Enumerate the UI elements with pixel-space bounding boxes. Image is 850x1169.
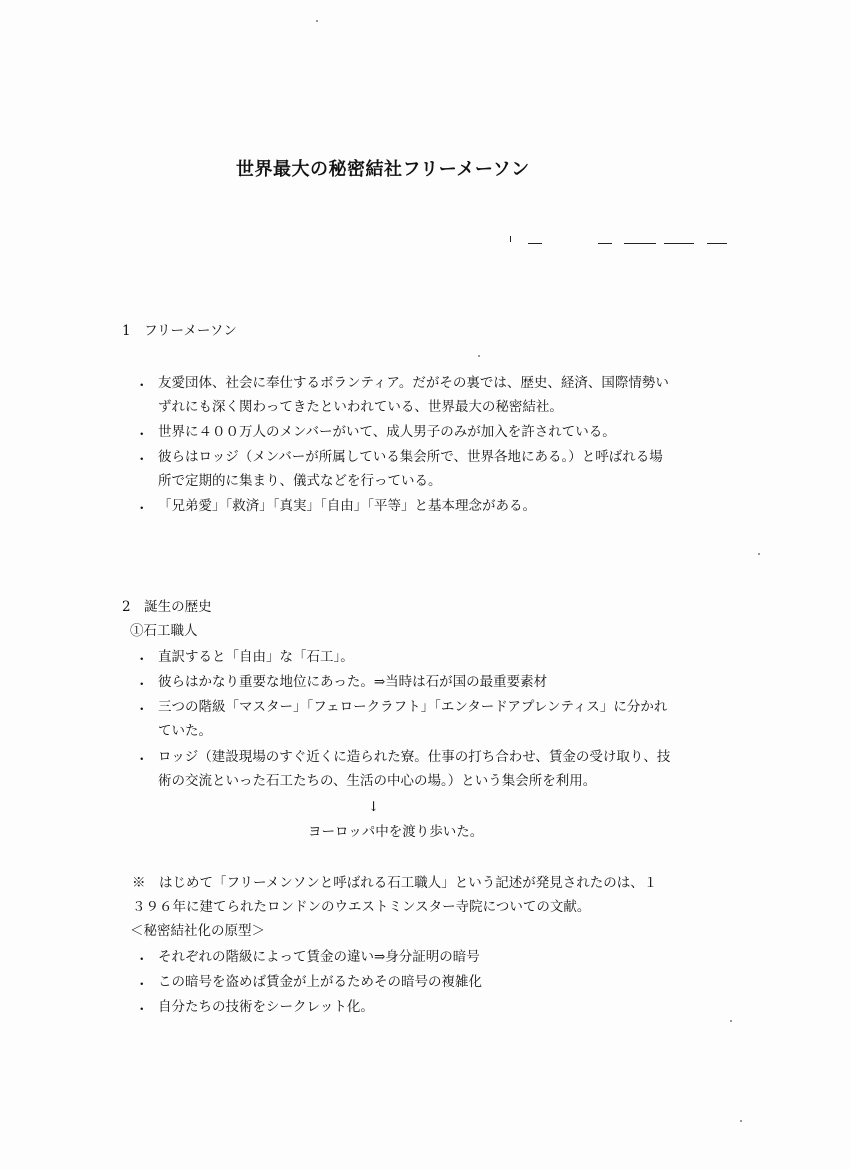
bullet-icon: ・ bbox=[135, 952, 149, 968]
bullet-icon: ・ bbox=[135, 652, 149, 668]
scan-speck bbox=[316, 20, 318, 22]
bullet-icon: ・ bbox=[135, 677, 149, 693]
bullet-icon: ・ bbox=[135, 452, 149, 468]
list-item-line: 友愛団体、社会に奉仕するボランティア。だがその裏では、歴史、経済、国際情勢い bbox=[158, 375, 669, 391]
bullet-icon: ・ bbox=[135, 752, 149, 768]
bullet-icon: ・ bbox=[135, 977, 149, 993]
list-item-line: 世界に４００万人のメンバーがいて、成人男子のみが加入を許されている。 bbox=[158, 424, 616, 440]
list-item-line: ずれにも深く関わってきたといわれている、世界最大の秘密結社。 bbox=[158, 399, 563, 415]
bullet-icon: ・ bbox=[135, 378, 149, 394]
section-2-subheading: ①石工職人 bbox=[130, 623, 198, 639]
list-item-line: ロッジ（建設現場のすぐ近くに造られた寮。仕事の打ち合わせ、賃金の受け取り、技 bbox=[158, 749, 671, 765]
list-item-line: 「兄弟愛」「救済」「真実」「自由」「平等」と基本理念がある。 bbox=[158, 498, 536, 514]
list-item-line: 直訳すると「自由」な「石工」。 bbox=[158, 649, 354, 665]
list-item-line: 三つの階級「マスター」「フェロークラフト」「エンタードアプレンティス」に分かれ bbox=[158, 699, 668, 715]
bullet-icon: ・ bbox=[135, 702, 149, 718]
down-arrow-icon: ↓ bbox=[368, 799, 380, 815]
bullet-icon: ・ bbox=[135, 1002, 149, 1018]
list-item-line: 彼らはロッジ（メンバーが所属している集会所で、世界各地にある。）と呼ばれる場 bbox=[158, 449, 663, 465]
list-item-line: ていた。 bbox=[158, 723, 212, 739]
bullet-icon: ・ bbox=[135, 501, 149, 517]
list-item-line: この暗号を盗めば賃金が上がるためその暗号の複雑化 bbox=[158, 974, 482, 990]
section-1-heading: 1 フリーメーソン bbox=[122, 323, 237, 339]
list-item-line: それぞれの階級によって賃金の違い⇒身分証明の暗号 bbox=[158, 949, 480, 965]
list-item-line: 所で定期的に集まり、儀式などを行っている。 bbox=[158, 473, 442, 489]
note-line: ※ はじめて「フリーメンソンと呼ばれる石工職人」という記述が発見されたのは、１ bbox=[132, 875, 658, 891]
scan-speck bbox=[478, 355, 480, 357]
list-item-line: 自分たちの技術をシークレット化。 bbox=[158, 999, 374, 1015]
page-title: 世界最大の秘密結社フリーメーソン bbox=[236, 159, 530, 180]
bullet-icon: ・ bbox=[135, 427, 149, 443]
scan-speck bbox=[740, 1120, 742, 1122]
list-item-line: 彼らはかなり重要な地位にあった。⇒当時は石が国の最重要素材 bbox=[158, 674, 548, 690]
scan-speck bbox=[730, 1020, 732, 1022]
list-item-line: 術の交流といった石工たちの、生活の中心の場。）という集会所を利用。 bbox=[158, 773, 597, 789]
section-2-heading: 2 誕生の歴史 bbox=[122, 599, 212, 615]
origin-heading: ＜秘密結社化の原型＞ bbox=[130, 923, 265, 939]
arrow-caption: ヨーロッパ中を渡り歩いた。 bbox=[308, 824, 484, 840]
note-line: ３９６年に建てられたロンドンのウエストミンスター寺院についての文献。 bbox=[132, 899, 591, 915]
scan-speck bbox=[758, 553, 760, 555]
